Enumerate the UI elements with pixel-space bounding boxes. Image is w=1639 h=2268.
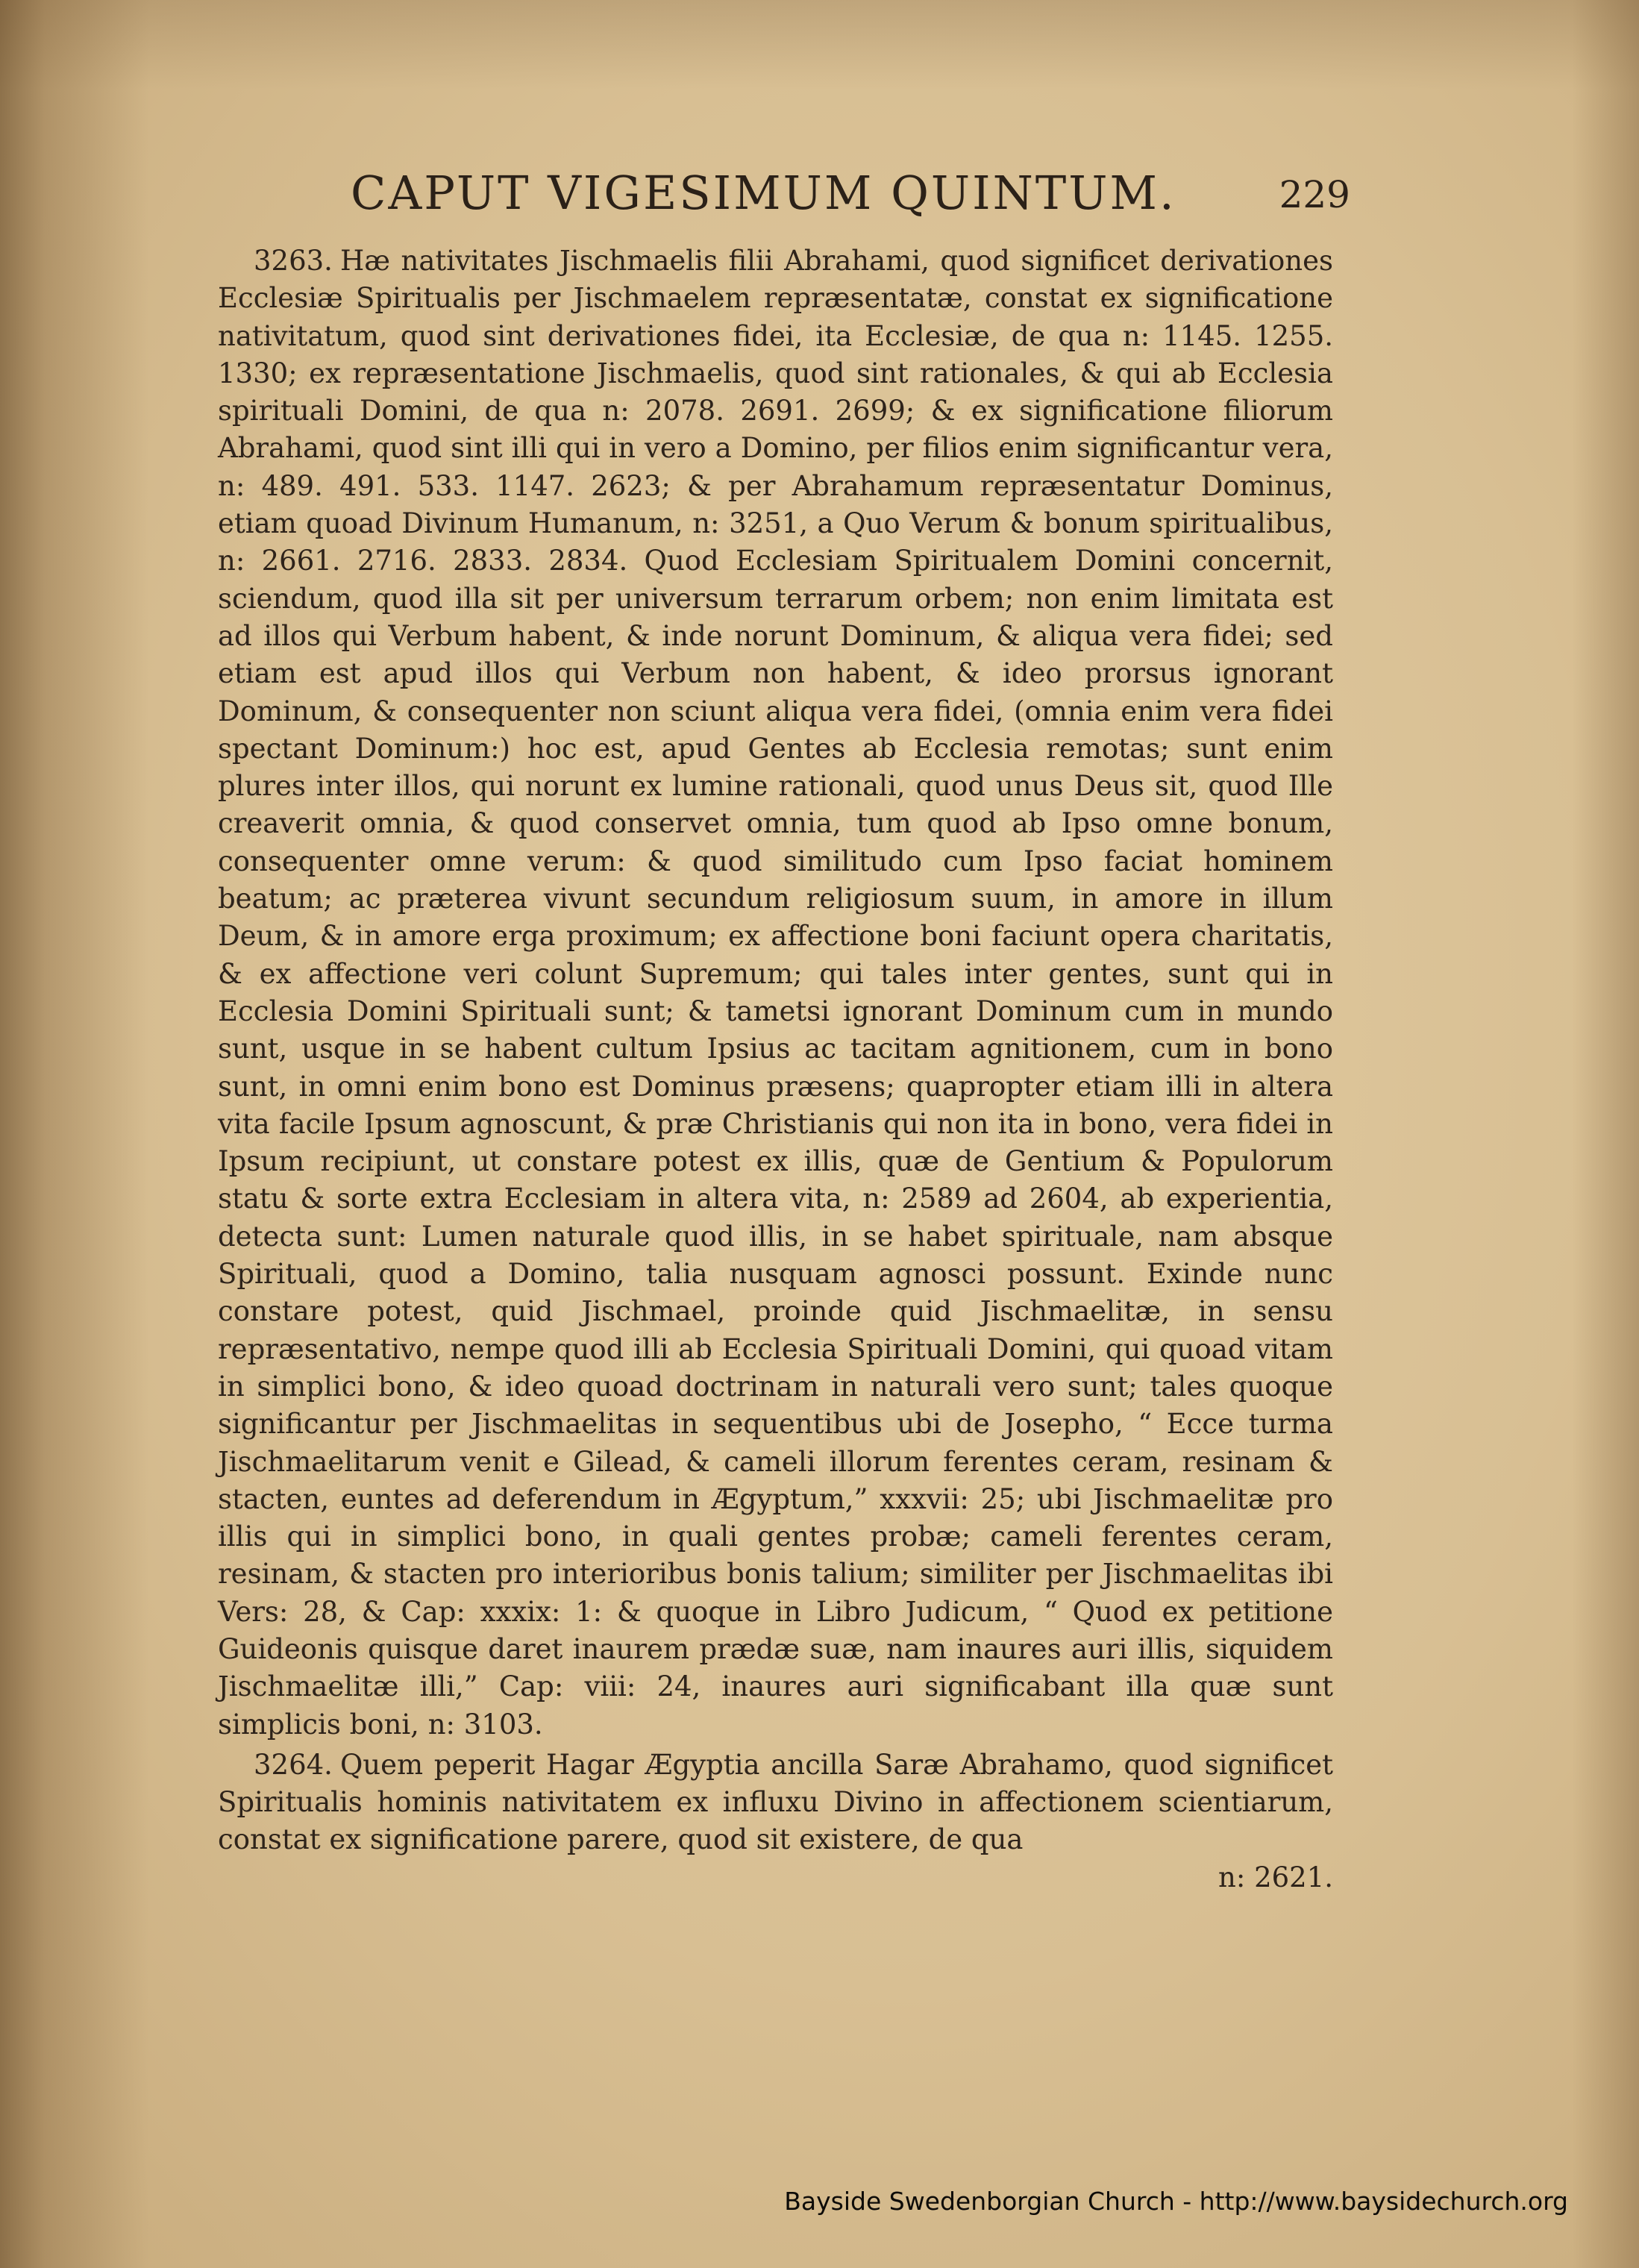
running-title: CAPUT VIGESIMUM QUINTUM. [351,166,1176,220]
paragraph-3264-end: n: 2621. [1218,1861,1333,1893]
paragraph-3264 [218,1747,1333,1859]
paragraph-text: Quem peperit Hagar Ægyptia ancilla Saræ Abrahamo, quod significet Spiritualis hominis nativitatem ex influxu Divino in affectionem scientiarum, constat ex significatione parere, quod sit existere, de qua [218,1748,1333,1856]
body-text [218,242,1333,1896]
page-number: 229 [1279,173,1350,216]
paragraph-text: Hæ nativitates Jischmaelis filii Abrahami, quod significet derivationes Ecclesiæ Spiritualis per Jischmaelem repræsentatæ, constat ex significatione nativitatum, quod sint derivationes fidei, ita Ecclesiæ, de qua n: 1145. 1255. 1330; ex repræsentatione Jischmaelis, quod sint rationales, & qui ab Ecclesia spirituali Domini, de qua n: 2078. 2691. 2699; & ex significatione filiorum Abrahami, quod sint illi qui in vero a Domino, per filios enim significantur vera, n: 489. 491. 533. 1147. 2623; & per Abrahamum repræsentatur Dominus, etiam quoad Divinum Humanum, n: 3251, a Quo Verum & bonum spiritualibus, n: 2661. 2716. 2833. 2834. Quod Ecclesiam Spiritualem Domini concernit, sciendum, quod illa sit per universum terrarum orbem; non enim limitata est ad illos qui Verbum habent, & inde norunt Dominum, & aliqua vera fidei; sed etiam est apud illos qui Verbum non habent, & ideo prorsus ignorant Dominum, & consequenter non sciunt aliqua vera fidei, (omnia enim vera fidei spectant Dominum:) hoc est, apud Gentes ab Ecclesia remotas; sunt enim plures inter illos, qui norunt ex lumine rationali, quod unus Deus sit, quod Ille creaverit omnia, & quod conservet omnia, tum quod ab Ipso omne bonum, consequenter omne verum: & quod similitudo cum Ipso faciat hominem beatum; ac præterea vivunt secundum religiosum suum, in amore in illum Deum, & in amore erga proximum; ex affectione boni faciunt opera charitatis, & ex affectione veri colunt Supremum; qui tales inter gentes, sunt qui in Ecclesia Domini Spirituali sunt; & tametsi ignorant Dominum cum in mundo sunt, usque in se habent cultum Ipsius ac tacitam agnitionem, cum in bono sunt, in omni enim bono est Dominus præsens; quapropter etiam illi in altera vita facile Ipsum agnoscunt, & præ Christianis qui non ita in bono, vera fidei in Ipsum recipiunt, ut constare potest ex illis, quæ de Gentium & Populorum statu & sorte extra Ecclesiam in altera vita, n: 2589 ad 2604, ab experientia, detecta sunt: Lumen naturale quod illis, in se habet spirituale, nam absque Spirituali, quod a Domino, talia nusquam agnosci possunt. Exinde nunc constare potest, quid Jischmael, proinde quid Jischmaelitæ, in sensu repræsentativo, nempe quod illi ab Ecclesia Spirituali Domini, qui quoad vitam in simplici bono, & ideo quoad doctrinam in naturali vero sunt; tales quoque significantur per Jischmaelitas in sequentibus ubi de Josepho, “ Ecce turma Jischmaelitarum venit e Gilead, & cameli illorum ferentes ceram, resinam & stacten, euntes ad deferendum in Ægyptum,” xxxvii: 25; ubi Jischmaelitæ pro illis qui in simplici bono, in quali gentes probæ; cameli ferentes ceram, resinam, & stacten pro interioribus bonis talium; similiter per Jischmaelitas ibi Vers: 28, & Cap: xxxix: 1: & quoque in Libro Judicum, “ Quod ex petitione Guideonis quisque daret inaurem prædæ suæ, nam inaures auri illis, siquidem Jischmaelitæ illi,” Cap: viii: 24, inaures auri significabant illa quæ sunt simplicis boni, n: 3103. [218,245,1333,1741]
paragraph-3263 [218,242,1333,1744]
paragraph-number: 3264. [254,1748,333,1781]
watermark-caption: Bayside Swedenborgian Church - http://www.baysidechurch.org [784,2187,1568,2216]
page-header [351,166,1350,218]
paragraph-number: 3263. [254,245,333,277]
